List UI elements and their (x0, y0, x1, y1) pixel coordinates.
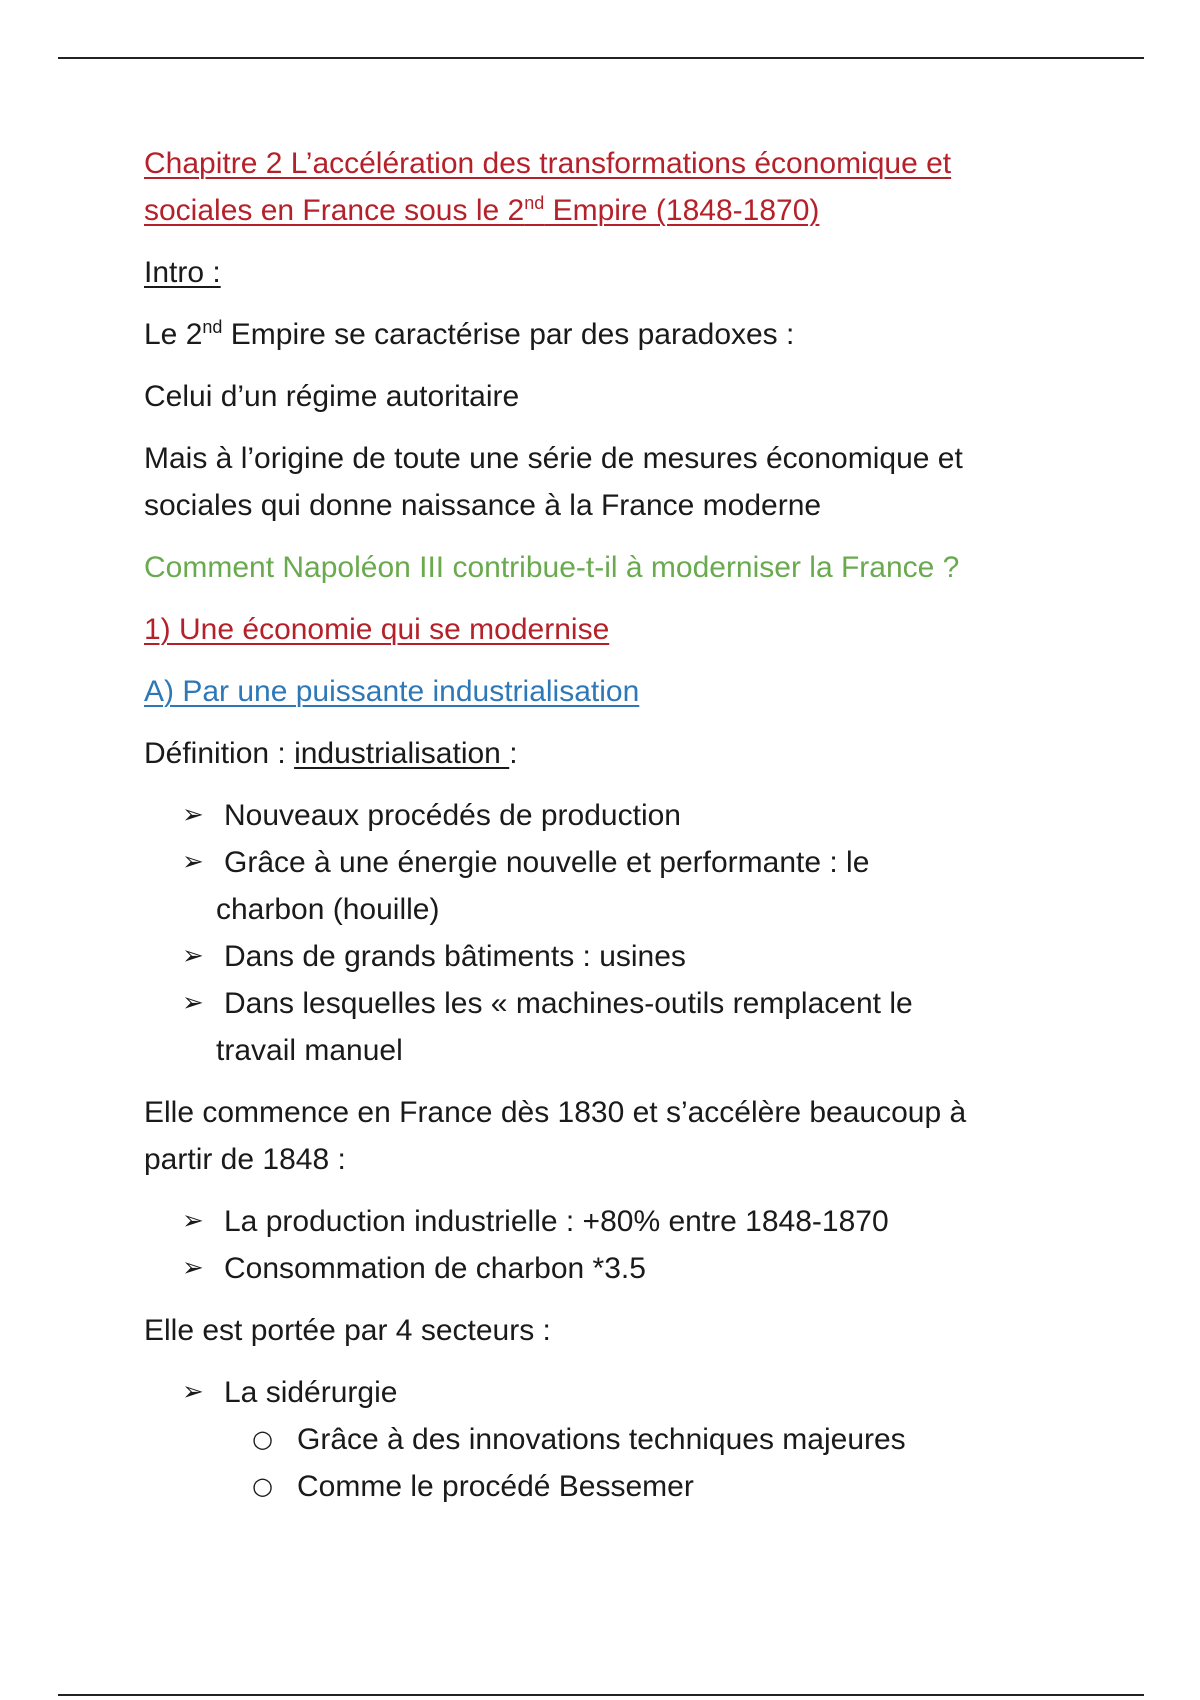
list-item-text: Consommation de charbon *3.5 (224, 1252, 646, 1285)
circle-bullet-icon: ○ (252, 1472, 273, 1500)
definition-term: industrialisation (294, 737, 510, 770)
list-item (144, 980, 1084, 1074)
arrow-bullet-icon: ➢ (182, 1253, 204, 1283)
definition-line (144, 730, 1084, 777)
paradox-superscript: nd (202, 317, 223, 337)
arrow-bullet-icon: ➢ (182, 1377, 204, 1407)
stats-list (144, 1198, 1084, 1292)
arrow-bullet-icon: ➢ (182, 1206, 204, 1236)
circle-bullet-icon: ○ (252, 1425, 273, 1453)
list-item-text: Grâce à une énergie nouvelle et performante : le (224, 846, 870, 879)
mesures-line-1: Mais à l’origine de toute une série de mesures économique et (144, 442, 963, 475)
title-line-2: sociales en France sous le 2 (144, 194, 525, 227)
list-item (144, 839, 1084, 933)
list-item-text: La production industrielle : +80% entre 1848-1870 (224, 1205, 889, 1238)
subsection-a-title: A) Par une puissante industrialisation (144, 675, 640, 708)
list-item-continuation: charbon (houille) (216, 893, 440, 926)
list-item (144, 1245, 1084, 1292)
secteurs-list (144, 1369, 1084, 1510)
problematic-question: Comment Napoléon III contribue-t-il à moderniser la France ? (144, 551, 960, 584)
bottom-rule (58, 1694, 1144, 1696)
subsection-a-heading (144, 668, 1084, 715)
secteurs-line: Elle est portée par 4 secteurs : (144, 1314, 551, 1347)
sub-list-item-text: Comme le procédé Bessemer (297, 1470, 694, 1503)
definition-label: Définition : (144, 737, 295, 770)
section-1-heading (144, 606, 1084, 653)
list-item-text: Dans de grands bâtiments : usines (224, 940, 686, 973)
sub-list-item (224, 1416, 1084, 1463)
arrow-bullet-icon: ➢ (182, 988, 204, 1018)
top-rule (58, 57, 1144, 59)
paradox-line (144, 311, 1084, 358)
paradox-pre: Le 2 (144, 318, 203, 351)
mesures-paragraph (144, 435, 1084, 529)
list-item (144, 1369, 1084, 1510)
list-item-continuation: travail manuel (216, 1034, 403, 1067)
commence-paragraph (144, 1089, 1084, 1183)
arrow-bullet-icon: ➢ (182, 847, 204, 877)
title-superscript: nd (524, 193, 545, 213)
sub-list-item-text: Grâce à des innovations techniques majeures (297, 1423, 906, 1456)
list-item (144, 792, 1084, 839)
list-item (144, 933, 1084, 980)
intro-heading (144, 249, 1084, 296)
list-item (144, 1198, 1084, 1245)
list-item-text: Nouveaux procédés de production (224, 799, 681, 832)
intro-label: Intro : (144, 256, 221, 289)
list-item-text: La sidérurgie (224, 1376, 398, 1409)
sub-list-item (224, 1463, 1084, 1510)
arrow-bullet-icon: ➢ (182, 800, 204, 830)
title-line-2-end: Empire (1848-1870) (544, 194, 820, 227)
commence-line-2: partir de 1848 : (144, 1143, 346, 1176)
chapter-title (144, 140, 1084, 234)
commence-line-1: Elle commence en France dès 1830 et s’accélère beaucoup à (144, 1096, 967, 1129)
definition-list (144, 792, 1084, 1074)
document-body (144, 140, 1084, 1525)
sub-list (224, 1416, 1084, 1510)
mesures-line-2: sociales qui donne naissance à la France moderne (144, 489, 822, 522)
list-item-text: Dans lesquelles les « machines-outils remplacent le (224, 987, 913, 1020)
title-line-1: Chapitre 2 L’accélération des transformations économique et (144, 147, 952, 180)
arrow-bullet-icon: ➢ (182, 941, 204, 971)
regime-line: Celui d’un régime autoritaire (144, 380, 520, 413)
definition-colon: : (509, 737, 518, 770)
paradox-post: Empire se caractérise par des paradoxes : (222, 318, 795, 351)
section-1-title: 1) Une économie qui se modernise (144, 613, 610, 646)
